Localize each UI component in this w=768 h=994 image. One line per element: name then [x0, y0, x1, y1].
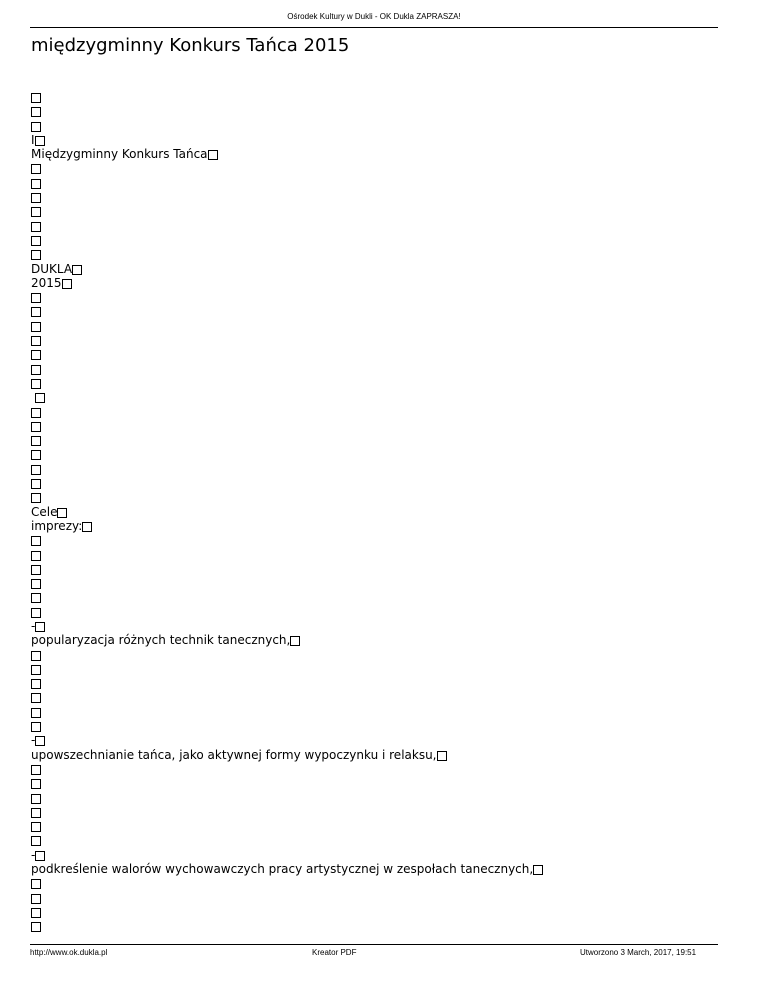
line-text: Cele [31, 504, 58, 519]
missing-glyph-icon [31, 436, 41, 446]
text-line [31, 233, 719, 247]
missing-glyph-icon [31, 779, 41, 789]
missing-glyph-icon [72, 265, 82, 275]
missing-glyph-icon [35, 851, 45, 861]
missing-glyph-icon [533, 865, 543, 875]
text-line [31, 161, 719, 175]
missing-glyph-icon [57, 508, 67, 518]
text-line [31, 748, 719, 762]
text-line [31, 762, 719, 776]
missing-glyph-icon [31, 651, 41, 661]
missing-glyph-icon [31, 293, 41, 303]
footer-url: http://www.ok.dukla.pl [30, 948, 108, 957]
text-line [31, 190, 719, 204]
text-line [31, 319, 719, 333]
text-line [31, 776, 719, 790]
header-divider [30, 27, 718, 28]
missing-glyph-icon [31, 93, 41, 103]
text-line [31, 805, 719, 819]
missing-glyph-icon [31, 179, 41, 189]
text-line [31, 576, 719, 590]
missing-glyph-icon [35, 622, 45, 632]
text-line [31, 648, 719, 662]
missing-glyph-icon [208, 150, 218, 160]
missing-glyph-icon [31, 207, 41, 217]
text-line [31, 548, 719, 562]
line-text: I [31, 132, 35, 147]
missing-glyph-icon [31, 922, 41, 932]
missing-glyph-icon [31, 794, 41, 804]
text-line [31, 590, 719, 604]
footer-created-date: Utworzono 3 March, 2017, 19:51 [580, 948, 697, 957]
missing-glyph-icon [31, 836, 41, 846]
missing-glyph-icon [31, 565, 41, 575]
text-line [31, 119, 719, 133]
text-line [31, 733, 719, 747]
missing-glyph-icon [31, 408, 41, 418]
missing-glyph-icon [31, 536, 41, 546]
missing-glyph-icon [31, 908, 41, 918]
text-line [31, 791, 719, 805]
text-line [31, 705, 719, 719]
line-text: upowszechnianie tańca, jako aktywnej formy wypoczynku i relaksu, [31, 747, 437, 762]
text-line [31, 304, 719, 318]
missing-glyph-icon [31, 164, 41, 174]
text-line [31, 362, 719, 376]
line-text: Międzygminny Konkurs Tańca [31, 147, 208, 162]
text-line [31, 462, 719, 476]
text-line [31, 519, 719, 533]
missing-glyph-icon [31, 808, 41, 818]
missing-glyph-icon [31, 322, 41, 332]
text-line [31, 833, 719, 847]
missing-glyph-icon [31, 222, 41, 232]
text-line [31, 862, 719, 876]
document-body [31, 90, 719, 934]
missing-glyph-icon [31, 122, 41, 132]
missing-glyph-icon [31, 693, 41, 703]
missing-glyph-icon [31, 894, 41, 904]
missing-glyph-icon [31, 479, 41, 489]
text-line [31, 619, 719, 633]
text-line [31, 562, 719, 576]
missing-glyph-icon [31, 551, 41, 561]
missing-glyph-icon [31, 708, 41, 718]
missing-glyph-icon [31, 493, 41, 503]
missing-glyph-icon [31, 379, 41, 389]
missing-glyph-icon [31, 336, 41, 346]
line-text: DUKLA [31, 261, 73, 276]
text-line [31, 505, 719, 519]
text-line [31, 290, 719, 304]
line-text: - [31, 733, 36, 748]
missing-glyph-icon [31, 722, 41, 732]
missing-glyph-icon [31, 879, 41, 889]
missing-glyph-icon [31, 822, 41, 832]
missing-glyph-icon [35, 736, 45, 746]
line-text: 2015 [31, 275, 62, 290]
text-line [31, 204, 719, 218]
missing-glyph-icon [31, 665, 41, 675]
missing-glyph-icon [290, 636, 300, 646]
line-text: popularyzacja różnych technik tanecznych, [31, 633, 291, 648]
text-line [31, 919, 719, 933]
document-title: międzygminny Konkurs Tańca 2015 [31, 35, 350, 56]
text-line [31, 219, 719, 233]
text-line [31, 247, 719, 261]
text-line [31, 104, 719, 118]
text-line [31, 376, 719, 390]
text-line [31, 690, 719, 704]
text-line [31, 490, 719, 504]
text-line [31, 676, 719, 690]
text-line [31, 447, 719, 461]
line-text: - [31, 847, 36, 862]
line-text: imprezy: [31, 518, 83, 533]
missing-glyph-icon [31, 193, 41, 203]
missing-glyph-icon [82, 522, 92, 532]
text-line [31, 876, 719, 890]
missing-glyph-icon [31, 608, 41, 618]
text-line [31, 605, 719, 619]
missing-glyph-icon [31, 679, 41, 689]
missing-glyph-icon [35, 136, 45, 146]
missing-glyph-icon [31, 250, 41, 260]
text-line [31, 662, 719, 676]
missing-glyph-icon [31, 365, 41, 375]
footer-generator: Kreator PDF [312, 948, 357, 957]
missing-glyph-icon [31, 465, 41, 475]
text-line [31, 90, 719, 104]
text-line [31, 390, 719, 404]
text-line [31, 333, 719, 347]
text-line [31, 405, 719, 419]
text-line [31, 419, 719, 433]
text-line [31, 347, 719, 361]
text-line [31, 719, 719, 733]
missing-glyph-icon [31, 307, 41, 317]
missing-glyph-icon [31, 422, 41, 432]
text-line [31, 433, 719, 447]
text-line [31, 476, 719, 490]
missing-glyph-icon [31, 350, 41, 360]
missing-glyph-icon [31, 107, 41, 117]
text-line [31, 633, 719, 647]
missing-glyph-icon [31, 236, 41, 246]
missing-glyph-icon [31, 450, 41, 460]
missing-glyph-icon [35, 393, 45, 403]
missing-glyph-icon [62, 279, 72, 289]
missing-glyph-icon [437, 751, 447, 761]
missing-glyph-icon [31, 579, 41, 589]
text-line [31, 819, 719, 833]
text-line [31, 133, 719, 147]
footer-divider [30, 944, 718, 945]
missing-glyph-icon [31, 593, 41, 603]
text-line [31, 262, 719, 276]
text-line [31, 891, 719, 905]
text-line [31, 176, 719, 190]
text-line [31, 147, 719, 161]
text-line [31, 276, 719, 290]
line-text: - [31, 618, 36, 633]
text-line [31, 533, 719, 547]
text-line [31, 848, 719, 862]
missing-glyph-icon [31, 765, 41, 775]
line-text: podkreślenie walorów wychowawczych pracy artystycznej w zespołach tanecznych, [31, 862, 534, 877]
page-header: Ośrodek Kultury w Dukli - OK Dukla ZAPRASZA! [287, 12, 461, 21]
text-line [31, 905, 719, 919]
